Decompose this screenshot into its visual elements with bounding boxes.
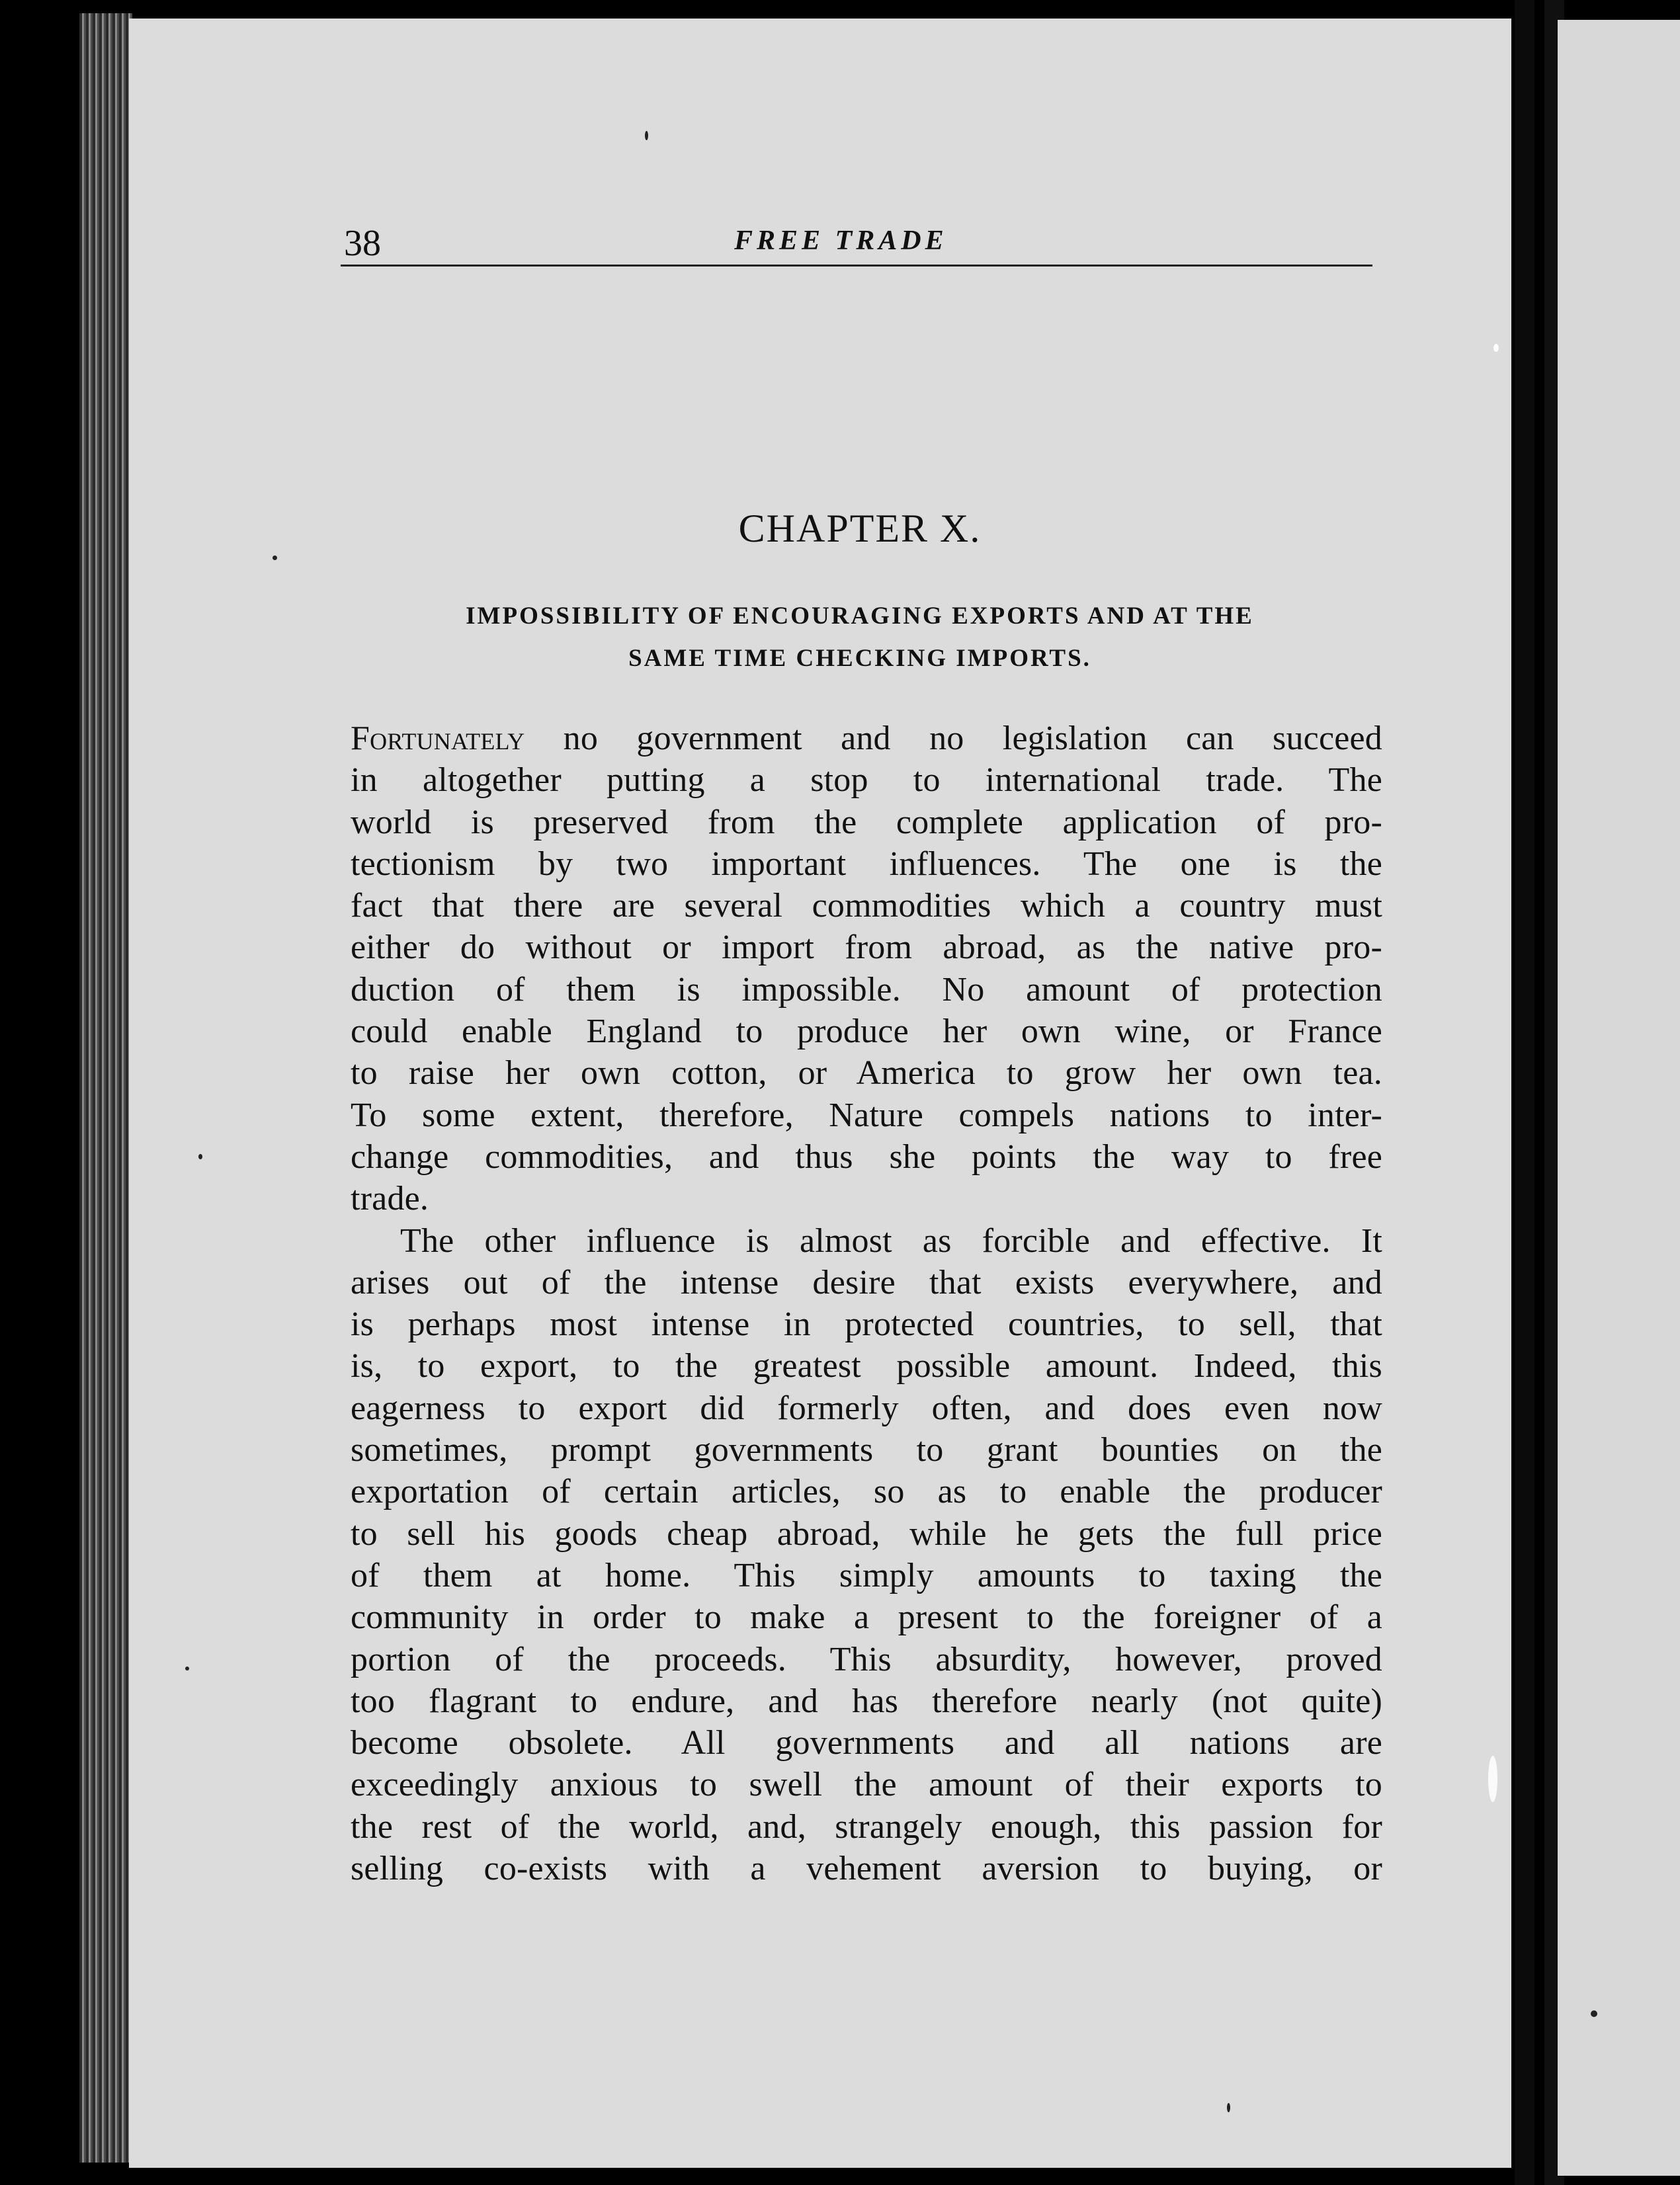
text-line: sometimes, prompt governments to grant bounties on the [351, 1431, 1382, 1469]
text-line: exceedingly anxious to swell the amount of their exports to [351, 1766, 1382, 1804]
page-number: 38 [344, 223, 381, 264]
text-line: is perhaps most intense in protected countries, to sell, that [351, 1305, 1382, 1344]
header-rule [341, 265, 1372, 267]
body-text [351, 718, 1382, 1889]
scan-speck [198, 1154, 202, 1159]
text-line: exportation of certain articles, so as to enable the producer [351, 1473, 1382, 1511]
running-title: FREE TRADE [734, 226, 948, 256]
text-line [351, 718, 1382, 759]
scan-speck [645, 131, 648, 140]
text-line: of them at home. This simply amounts to taxing the [351, 1556, 1382, 1594]
running-head [344, 218, 1376, 265]
text-line: community in order to make a present to the foreigner of a [351, 1598, 1382, 1637]
text-line: duction of them is impossible. No amount of protection [351, 970, 1382, 1009]
text-line: eagerness to export did formerly often, and does even now [351, 1389, 1382, 1427]
paragraph-2 [351, 1220, 1382, 1890]
text-line: the rest of the world, and, strangely enough, this passion for [351, 1807, 1382, 1846]
text-line: The other influence is almost as forcible and effective. It [400, 1221, 1382, 1260]
paragraph-1 [351, 718, 1382, 1220]
text-line: world is preserved from the complete application of pro- [351, 803, 1382, 841]
opening-small-caps: Fortunately [351, 720, 525, 757]
text-line: could enable England to produce her own wine, or France [351, 1012, 1382, 1051]
scan-speck [1227, 2103, 1230, 2112]
text-line: selling co-exists with a vehement aversion to buying, or [351, 1850, 1382, 1888]
scan-speck [185, 1667, 189, 1670]
scan-speck [1493, 344, 1499, 352]
scan-speck [1591, 2010, 1597, 2017]
chapter-subtitle-line: SAME TIME CHECKING IMPORTS. [628, 645, 1091, 672]
book-page-edges [79, 13, 132, 2163]
text-line-rest: no government and no legislation can succeed [525, 720, 1382, 757]
facing-page-strip [1558, 20, 1680, 2176]
text-line: trade. [351, 1180, 429, 1218]
text-line: To some extent, therefore, Nature compels nations to inter- [351, 1096, 1382, 1134]
gutter-shadow [1515, 0, 1534, 2185]
chapter-subtitle [344, 595, 1376, 680]
text-line: either do without or import from abroad, as the native pro- [351, 928, 1382, 967]
text-line: become obsolete. All governments and all nations are [351, 1724, 1382, 1762]
text-line: to raise her own cotton, or America to grow her own tea. [351, 1054, 1382, 1092]
text-line: tectionism by two important influences. The one is the [351, 845, 1382, 883]
text-line: arises out of the intense desire that exists everywhere, and [351, 1263, 1382, 1301]
scan-speck [273, 556, 277, 560]
text-line: fact that there are several commodities which a country must [351, 887, 1382, 925]
text-line: to sell his goods cheap abroad, while he gets the full price [351, 1514, 1382, 1553]
chapter-title: CHAPTER X. [738, 507, 982, 550]
text-line: in altogether putting a stop to international trade. The [351, 761, 1382, 800]
chapter-subtitle-line: IMPOSSIBILITY OF ENCOURAGING EXPORTS AND AT THE [466, 602, 1254, 630]
text-line: is, to export, to the greatest possible amount. Indeed, this [351, 1347, 1382, 1385]
text-line: change commodities, and thus she points the way to free [351, 1137, 1382, 1176]
text-line: too flagrant to endure, and has therefore nearly (not quite) [351, 1682, 1382, 1720]
scan-speck [1488, 1756, 1497, 1802]
text-line: portion of the proceeds. This absurdity, however, proved [351, 1640, 1382, 1678]
